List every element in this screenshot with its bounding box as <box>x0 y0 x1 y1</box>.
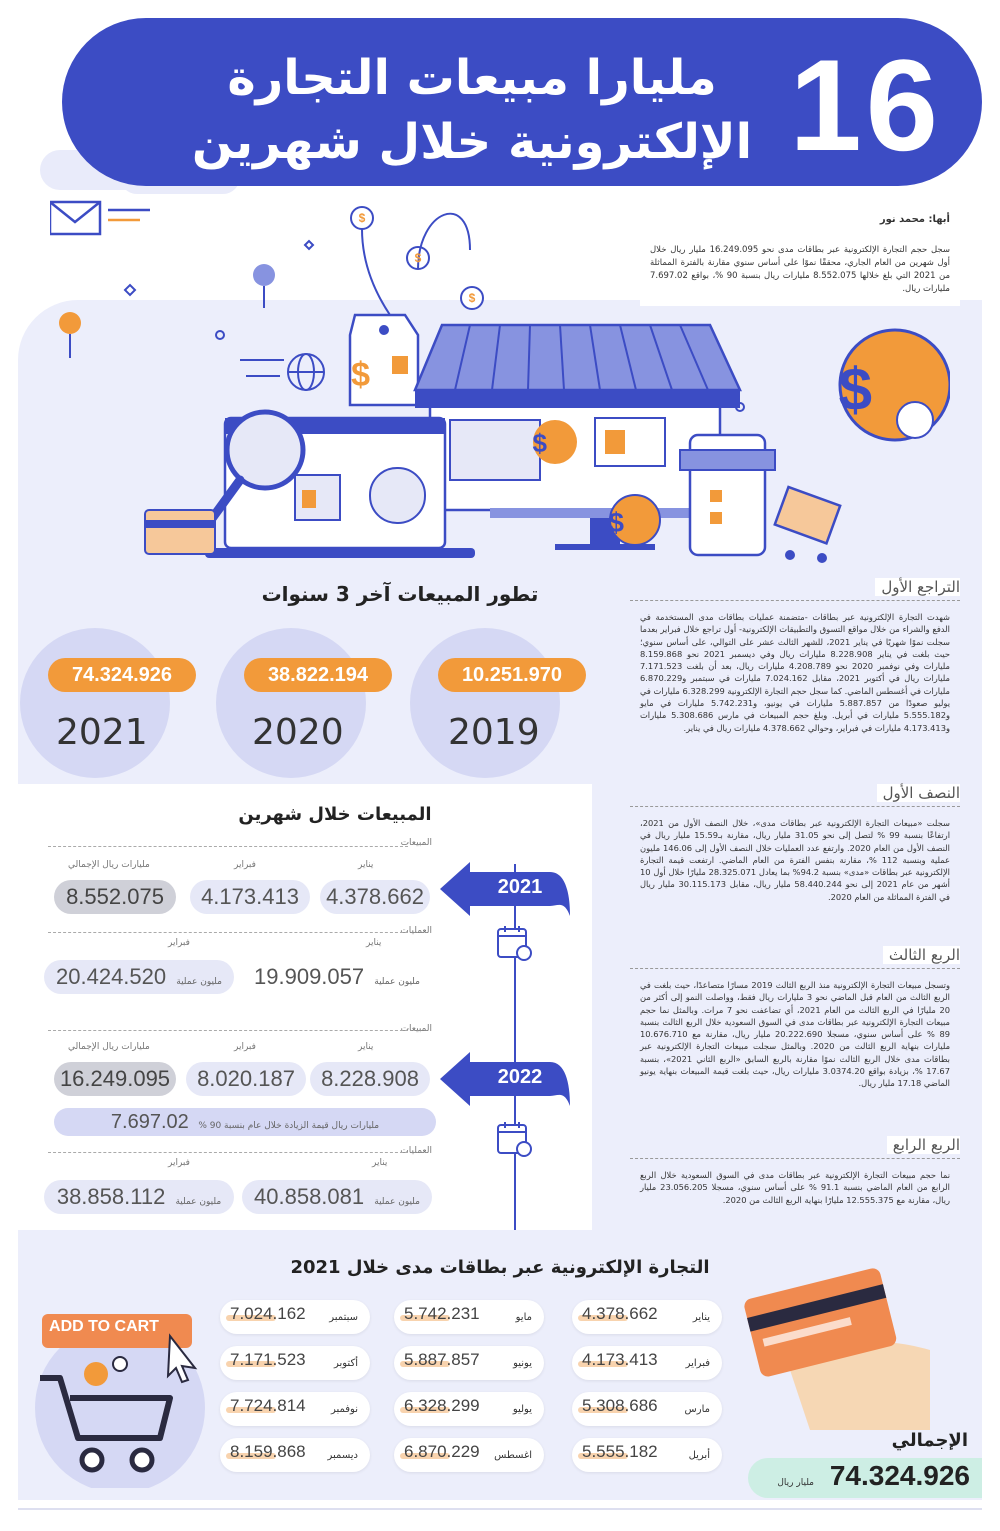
increase-bar <box>54 1108 436 1136</box>
two-months-panel <box>18 784 592 1230</box>
ops-2021-jan <box>244 960 430 994</box>
section-text: وتسجل مبيعات التجارة الإلكترونية منذ الربع الثالث 2019 مسارًا متصاعدًا، حيث بلغت في الربع الثالث من العام قبل الماضي نحو 3 مليارات ريال فقط، وواصلت النمو إلى أكثر من 20 مليارًا في الربع الثالث من العام 2021، أي تضاعفت نحو 7 مرات. وبالمثل نما حجم مبيعات التجارة الإلكترونية عبر بطاقات مدى في السوق السعودية خلال الربع الثالث بنسبة 89 % على أساس سنوي، مسجلا 20.222.690 مليار ريال، مقارنة مع 10.676.710 مليارات بنهاية الربع الثالث من 2020. وبالمثل سجلت مبيعات التجارة الإلكترونية عبر بطاقات مدى خلال الربع الثالث نموًا مقارنة بالربع السابق «الربع الثاني 2021»، بنسبة 17.67 %، بزيادة بواقع 3.0374.20 مليارات ريال، حيث بلغت قيمة المبيعات بنهاية يونيو الماضي 17.18 مليار ريال. <box>640 980 951 1089</box>
section-third-quarter <box>630 946 960 1090</box>
year-value-2020: 38.822.194 <box>244 658 392 692</box>
headline-title <box>182 46 762 174</box>
feb-column-label: فبراير <box>168 938 190 948</box>
headline-line-2: الإلكترونية خلال شهرين <box>191 114 753 170</box>
sales-2021-feb: 4.173.413 <box>190 880 310 914</box>
total-label: الإجمالي <box>891 1430 968 1451</box>
mada-month-value: 7.024.162 <box>230 1304 306 1323</box>
sales-2021-total: 8.552.075 <box>54 880 176 914</box>
ops-unit: مليون عملية <box>176 977 222 987</box>
ops-2021-feb <box>44 960 234 994</box>
mada-month-cell <box>394 1392 544 1426</box>
mada-month-cell <box>394 1300 544 1334</box>
mada-month-name: فبراير <box>685 1358 710 1369</box>
mada-month-name: ديسمبر <box>327 1450 358 1461</box>
svg-text:$: $ <box>414 251 422 265</box>
mada-month-cell <box>394 1438 544 1472</box>
mada-month-name: يناير <box>692 1312 710 1323</box>
section-text: نما حجم مبيعات التجارة الإلكترونية عبر بطاقات مدى في السوق السعودية خلال الربع الرابع من العام الماضي بنسبة 91.1 % على أساس سنوي، مسجلا 23.056.205 مليار ريال، مقارنة مع 12.555.375 مليارًا بنهاية الربع الثالث من 2020. <box>640 1170 950 1205</box>
year-value-2021: 74.324.926 <box>48 658 196 692</box>
ops-unit: مليون عملية <box>175 1197 222 1207</box>
mada-month-value: 8.159.868 <box>230 1442 306 1461</box>
ops-2022-jan-value: 40.858.081 <box>254 1184 365 1209</box>
year-circle-2021 <box>20 628 170 778</box>
mada-month-cell <box>220 1300 370 1334</box>
bottom-divider <box>18 1508 982 1510</box>
svg-text:$: $ <box>838 356 872 423</box>
year-tag-2021: 2021 <box>497 876 543 898</box>
price-tag-icon <box>350 315 418 405</box>
ops-row-label: العمليات <box>400 926 432 936</box>
section-text: سجلت «مبيعات التجارة الإلكترونية عبر بطاقات مدى»، خلال النصف الأول من 2021، ارتفاعًا بنسبة 99 % لتصل إلى نحو 31.05 مليار ريال، مقارنة بـ15.59 مليار ريال في النصف الأول من العام 2020. وارتفع عدد العمليات خلال النصف الأول إلى 146.06 مليون عملية وبنسبة 112 %، مقارنة بنفس الفترة من العام الماضي. ارتفعت قيمة التجارة الإلكترونية عبر بطاقات «مدى» بنسبة 94.2% بما يعادل 28.325.071 مليارًا خلال أول 10 أشهر من عام 2021 إلى نحو 58.440.244 مليار ريال، مقابل 30.115.173 مليار ريال في الفترة المماثلة من العام 2020. <box>640 818 950 902</box>
year-circle-2020 <box>216 628 366 778</box>
calendar-icon <box>496 1120 534 1158</box>
ops-unit: مليون عملية <box>374 977 420 987</box>
jan-column-label: يناير <box>366 938 382 948</box>
svg-text:$: $ <box>358 211 366 225</box>
mada-month-value: 5.742.231 <box>404 1304 480 1323</box>
section-first-half <box>630 784 960 903</box>
feb-column-label: فبراير <box>234 1042 256 1052</box>
headline-line-1: مليارا مبيعات التجارة <box>227 50 717 106</box>
mada-month-cell <box>572 1346 722 1380</box>
mada-month-name: اغسطس <box>494 1450 532 1461</box>
intro-paragraph: سجل حجم التجارة الإلكترونية عبر بطاقات مدى نحو 16.249.095 مليار ريال خلال أول شهرين من العام الجاري، محققًا نموًا على أساس سنوي مقارنة بالفترة المماثلة من 2021 التي بلغ خلالها 8.552.075 مليارات ريال بنسبة 90 %، بواقع 7.697.02 مليارات ريال. <box>650 245 950 294</box>
section-heading: الربع الثالث <box>630 946 960 969</box>
jan-column-label: يناير <box>358 860 374 870</box>
ops-unit: مليون عملية <box>374 1197 420 1207</box>
ops-row-label: العمليات <box>400 1146 432 1156</box>
section-heading: النصف الأول <box>630 784 960 807</box>
ecommerce-store-illustration <box>50 190 950 570</box>
shopping-cart-icon <box>775 487 840 563</box>
mada-month-value: 5.308.686 <box>582 1396 658 1415</box>
sales-2022-jan: 8.228.908 <box>310 1062 430 1096</box>
mada-month-name: مايو <box>515 1312 532 1323</box>
section-text: شهدت التجارة الإلكترونية عبر بطاقات -متضمنة عمليات بطاقات مدى المستخدمة في الدفع والشراء من خلال مواقع التسوق والتطبيقات الإلكترونية- أول تراجع خلال فبراير بعدما سجلت نموًا شهريًا في يناير 2021، للشهر الثالث عشر على التوالي، على أساس سنوي؛ حيث بلغت في يناير 8.228.908 مليارات ريال وفي ديسمبر 2021 نحو 8.159.868 مليارات وفي نوفمبر 2020 نحو 4.208.789 مليارات ريال، بعد أن بلغت 7.171.523 مليارات ريال في أكتوبر 2021، مقابل 7.024.162 مليارات في سبتمبر و6.870.229 مليارات في أغسطس الماضي. كما سجل حجم التجارة الإلكترونية 6.328.299 مليارات في يوليو صعودًا من 5.887.857 مليارات في يونيو، و5.742.231 مليارات في مايو و5.555.182 مليارات في أبريل. وبلغ حجم المبيعات في مارس 5.308.686 مليارات و4.173.413 مليارات في فبراير، وحوالي 4.378.662 مليارات ريال في يناير. <box>640 612 951 733</box>
timeline-line <box>514 864 516 1230</box>
calendar-icon <box>496 924 534 962</box>
globe-icon <box>240 354 324 390</box>
sales-2021-jan: 4.378.662 <box>320 880 430 914</box>
mada-month-name: مارس <box>684 1404 710 1415</box>
mada-month-cell <box>220 1392 370 1426</box>
increase-label: مليارات ريال قيمة الزيادة خلال عام بنسبة 90 % <box>198 1121 380 1131</box>
mada-month-value: 6.870.229 <box>404 1442 480 1461</box>
mada-month-value: 7.724.814 <box>230 1396 306 1415</box>
mada-month-cell <box>572 1300 722 1334</box>
section-heading: التراجع الأول <box>630 578 960 601</box>
increase-value: 7.697.02 <box>110 1111 189 1133</box>
mada-section-title: التجارة الإلكترونية عبر بطاقات مدى خلال 2021 <box>290 1257 710 1278</box>
divider <box>48 1152 408 1153</box>
mada-month-name: نوفمبر <box>330 1404 358 1415</box>
jan-column-label: يناير <box>358 1042 374 1052</box>
year-label-2020: 2020 <box>252 712 344 753</box>
total-column-label: مليارات ريال الإجمالي <box>68 860 150 870</box>
year-value-2019: 10.251.970 <box>438 658 586 692</box>
mada-month-cell <box>220 1346 370 1380</box>
feb-column-label: فبراير <box>168 1158 190 1168</box>
divider <box>48 932 408 933</box>
ops-2021-jan-value: 19.909.057 <box>254 964 365 989</box>
total-value: 74.324.926 <box>829 1460 970 1491</box>
mada-month-value: 5.555.182 <box>582 1442 658 1461</box>
envelope-icon <box>50 202 150 234</box>
mada-month-value: 5.887.857 <box>404 1350 480 1369</box>
byline: أبها: محمد نور <box>879 214 950 225</box>
year-circle-2019 <box>410 628 560 778</box>
svg-text:$: $ <box>351 356 370 394</box>
jan-column-label: يناير <box>372 1158 388 1168</box>
credit-card-icon <box>145 510 215 554</box>
mada-month-value: 4.378.662 <box>582 1304 658 1323</box>
svg-text:$: $ <box>608 507 624 538</box>
total-column-label: مليارات ريال الإجمالي <box>68 1042 150 1052</box>
mada-month-name: يوليو <box>512 1404 532 1415</box>
mada-month-name: يونيو <box>513 1358 532 1369</box>
headline-number: 16 <box>789 32 942 178</box>
hand-credit-card-icon <box>730 1260 930 1430</box>
divider <box>48 1030 408 1031</box>
section-first-decline <box>630 578 960 734</box>
svg-text:$: $ <box>468 291 476 305</box>
svg-text:$: $ <box>532 428 547 458</box>
section-fourth-quarter <box>630 1136 960 1206</box>
ops-2021-feb-value: 20.424.520 <box>56 964 167 989</box>
year-label-2021: 2021 <box>56 712 148 753</box>
divider <box>48 846 408 847</box>
sales-row-label: المبيعات <box>400 838 432 848</box>
header-banner <box>62 18 982 186</box>
years-section-title: تطور المبيعات آخر 3 سنوات <box>261 582 539 606</box>
section-heading: الربع الرابع <box>630 1136 960 1159</box>
mada-month-cell <box>220 1438 370 1472</box>
ops-2022-feb-value: 38.858.112 <box>56 1184 166 1209</box>
mada-month-cell <box>572 1392 722 1426</box>
ops-2022-jan <box>242 1180 432 1214</box>
location-pin-icon <box>59 264 275 358</box>
total-unit: مليار ريال <box>777 1478 814 1488</box>
feb-column-label: فبراير <box>234 860 256 870</box>
mada-month-cell <box>572 1438 722 1472</box>
mada-month-value: 4.173.413 <box>582 1350 658 1369</box>
mada-month-name: أبريل <box>688 1450 710 1461</box>
add-to-cart-label: ADD TO CART <box>49 1318 159 1335</box>
mada-month-cell <box>394 1346 544 1380</box>
year-tag-2022: 2022 <box>497 1066 543 1088</box>
smartphone-icon <box>680 435 775 555</box>
mada-month-value: 6.328.299 <box>404 1396 480 1415</box>
mada-month-value: 7.171.523 <box>230 1350 306 1369</box>
mada-month-name: أكتوبر <box>333 1358 358 1369</box>
panel-title: المبيعات خلال شهرين <box>238 804 432 825</box>
mada-month-name: سبتمبر <box>329 1312 358 1323</box>
sales-2022-feb: 8.020.187 <box>186 1062 306 1096</box>
sales-row-label: المبيعات <box>400 1024 432 1034</box>
ops-2022-feb <box>44 1180 234 1214</box>
sales-2022-total: 16.249.095 <box>54 1062 176 1096</box>
year-label-2019: 2019 <box>448 712 540 753</box>
